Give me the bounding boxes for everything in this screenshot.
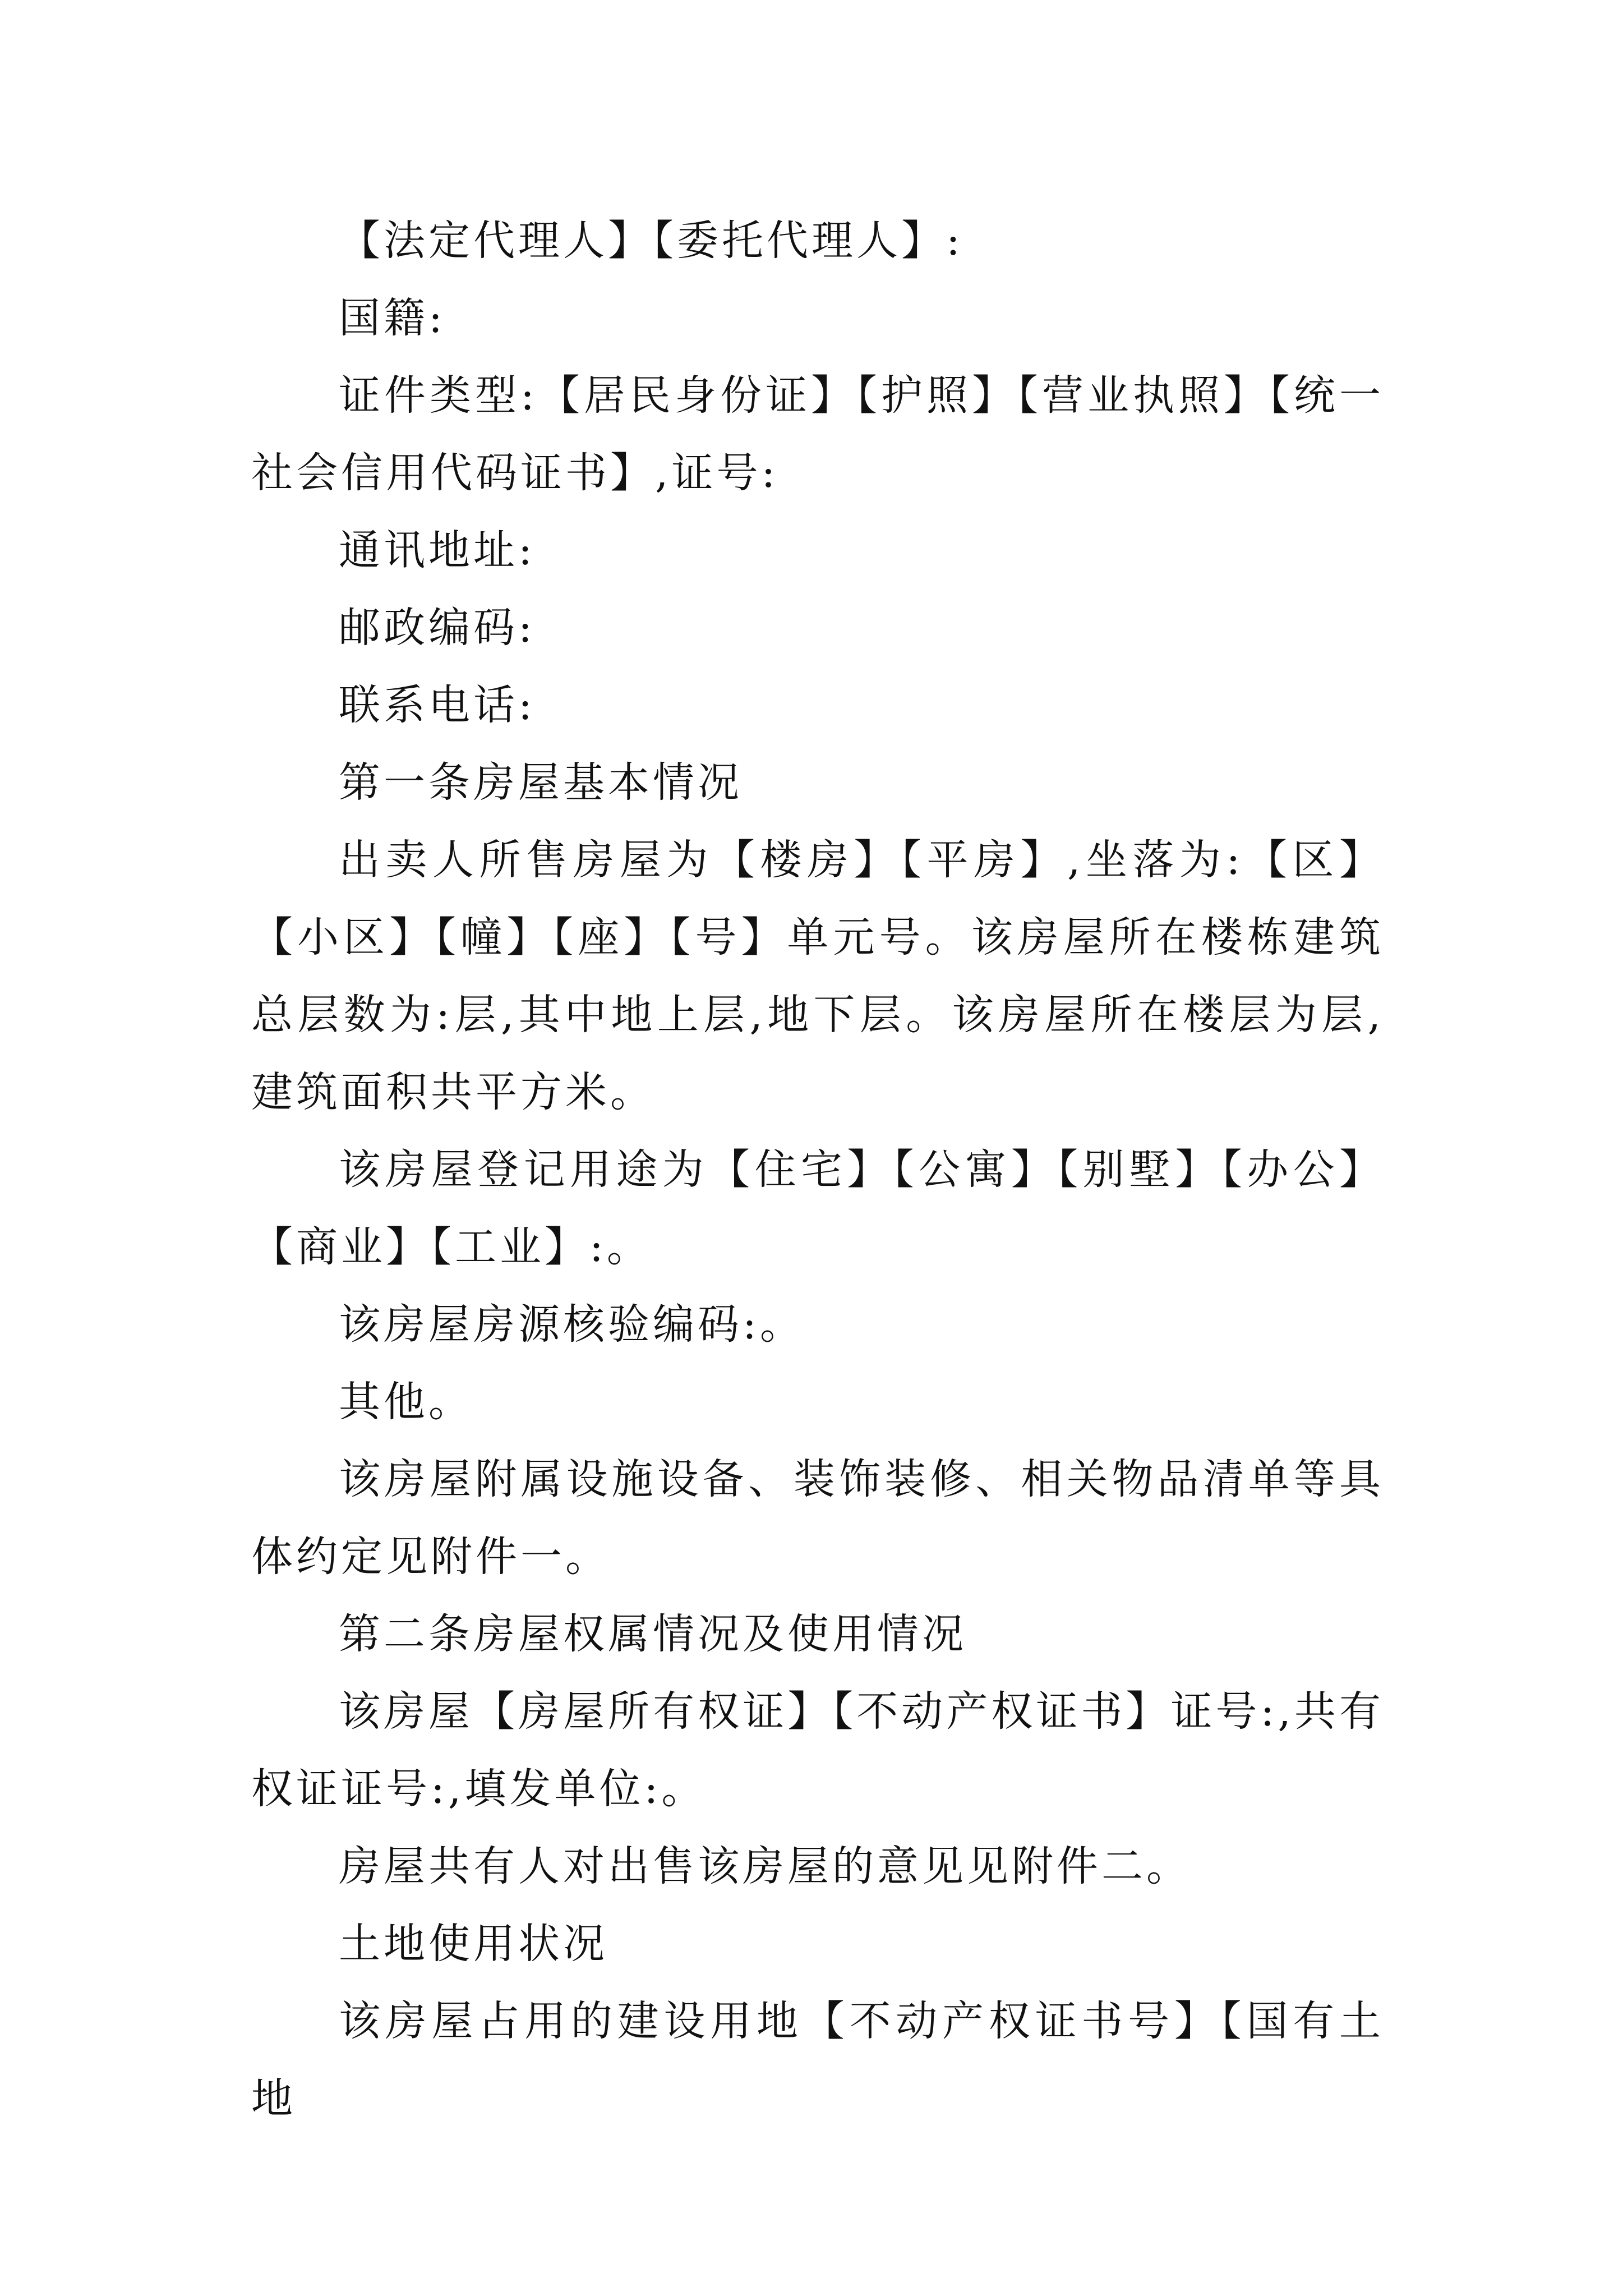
id-type-line: 证件类型:【居民身份证】【护照】【营业执照】【统一社会信用代码证书】,证号:	[251, 371, 1384, 497]
other-line: 其他。	[339, 1378, 473, 1426]
verification-code-line: 该房屋房源核验编码:。	[339, 1300, 805, 1349]
article-2-heading: 第二条房屋权属情况及使用情况	[339, 1610, 967, 1658]
address-line: 通讯地址:	[339, 526, 536, 574]
ownership-certificate-paragraph: 该房屋【房屋所有权证】【不动产权证书】证号:,共有权证证号:,填发单位:。	[251, 1687, 1384, 1813]
article-1-heading: 第一条房屋基本情况	[339, 758, 743, 807]
house-usage-paragraph: 该房屋登记用途为【住宅】【公寓】【别墅】【办公】【商业】【工业】:。	[251, 1145, 1384, 1271]
land-use-paragraph: 该房屋占用的建设用地【不动产权证书号】【国有土地	[251, 1997, 1384, 2123]
attachment-2-line: 房屋共有人对出售该房屋的意见见附件二。	[339, 1842, 1191, 1890]
phone-line: 联系电话:	[339, 681, 536, 729]
postal-code-line: 邮政编码:	[339, 604, 536, 652]
document-body	[251, 202, 1384, 2137]
nationality-line: 国籍:	[339, 294, 446, 342]
land-use-heading: 土地使用状况	[339, 1920, 608, 1968]
agent-line: 【法定代理人】【委托代理人】:	[339, 217, 963, 265]
attachment-1-paragraph: 该房屋附属设施设备、装饰装修、相关物品清单等具体约定见附件一。	[251, 1455, 1384, 1581]
house-location-paragraph: 出卖人所售房屋为【楼房】【平房】,坐落为:【区】【小区】【幢】【座】【号】单元号。该房屋所在楼栋建筑总层数为:层,其中地上层,地下层。该房屋所在楼层为层,建筑面积共平方米。	[251, 836, 1384, 1116]
